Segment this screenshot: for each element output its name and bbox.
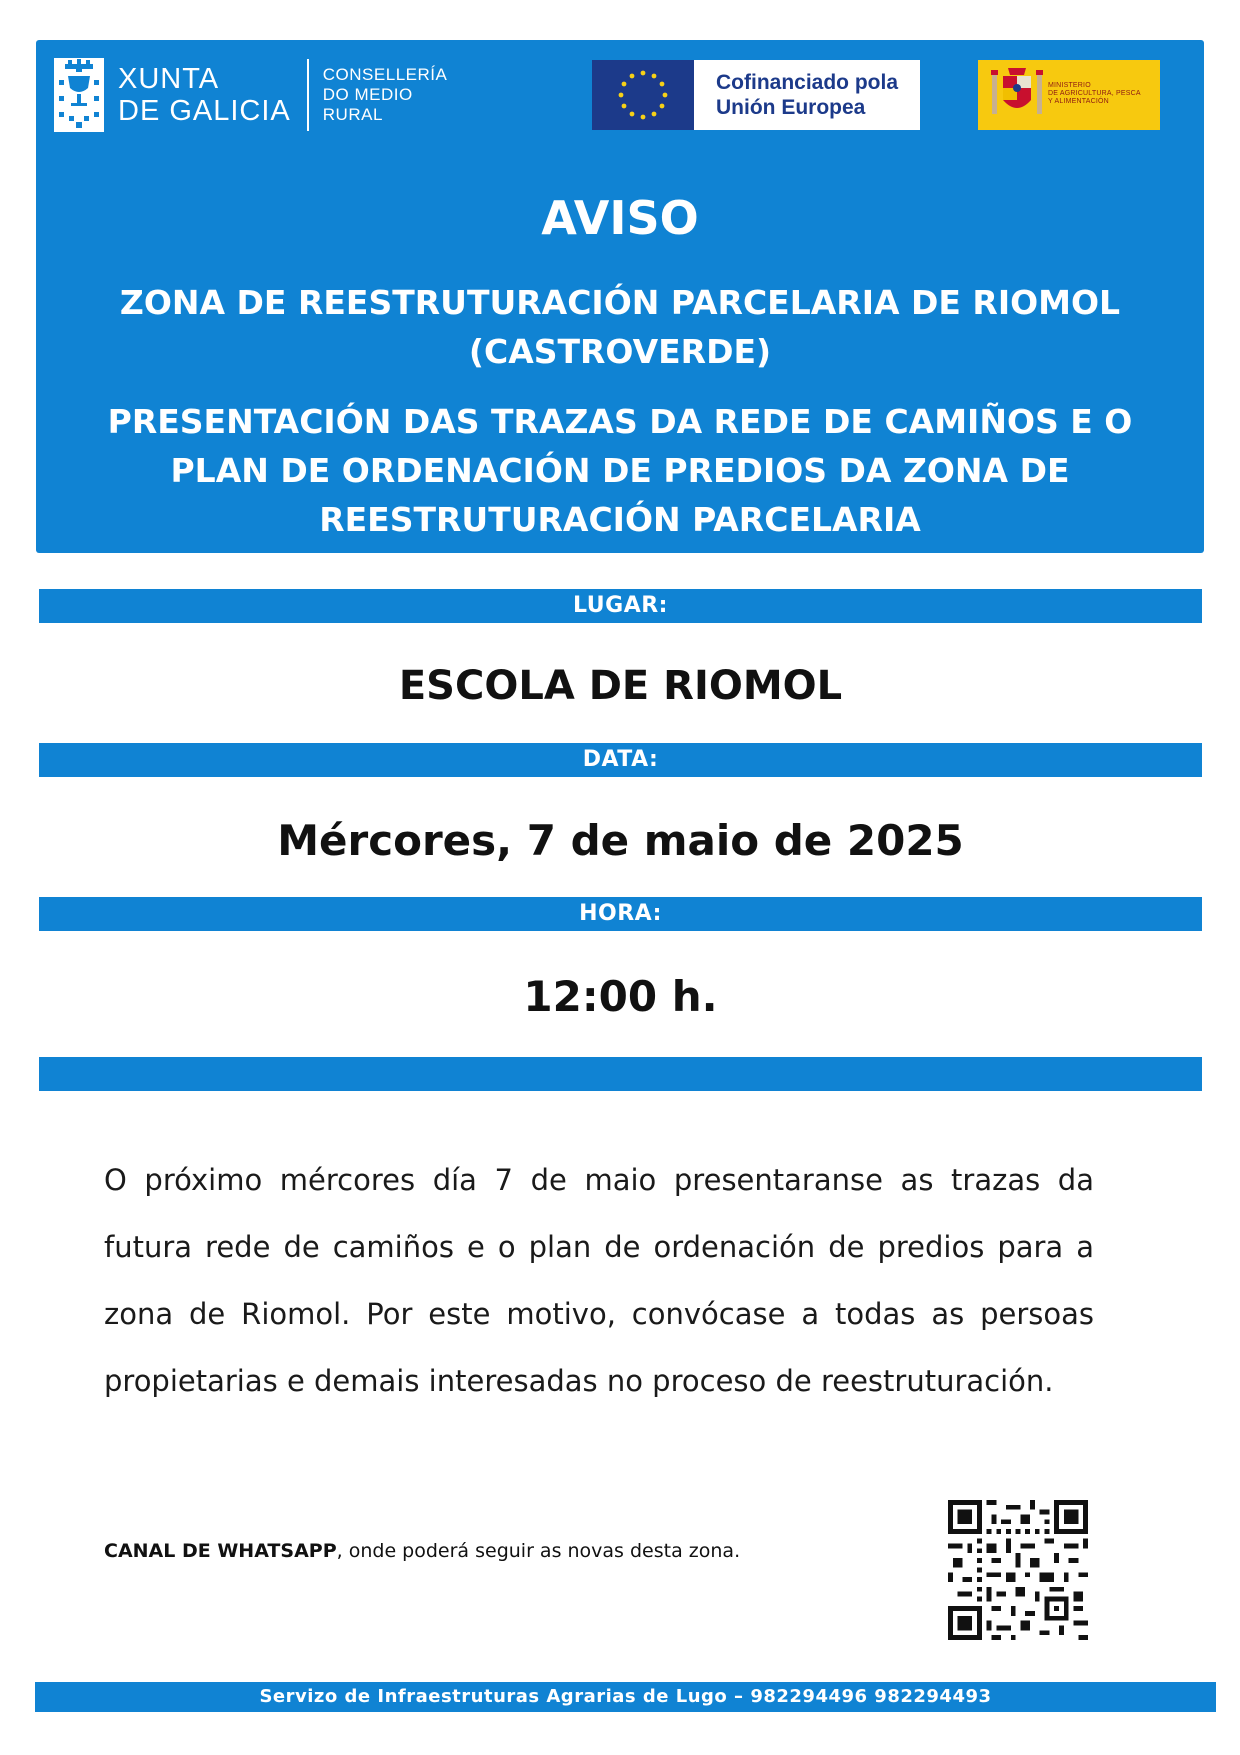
- logo-strip: [36, 40, 1204, 150]
- eu-cofinance-text: [716, 70, 898, 120]
- data-value: Mércores, 7 de maio de 2025: [277, 816, 964, 865]
- hora-value: 12:00 h.: [523, 972, 718, 1021]
- ministerio-text: [1048, 82, 1141, 106]
- eu-line: Unión Europea: [716, 96, 866, 119]
- conselleria-name: [323, 65, 448, 125]
- divider-bar: [39, 1057, 1202, 1091]
- ministerio-logo: [978, 60, 1160, 130]
- eu-flag-icon: [592, 60, 694, 130]
- footer-bar: Servizo de Infraestruturas Agrarias de Lugo – 982294496 982294493: [35, 1682, 1216, 1712]
- presentacion-heading-line: PLAN DE ORDENACIÓN DE PREDIOS DA ZONA DE: [170, 451, 1070, 490]
- xunta-wordmark: [118, 63, 291, 127]
- header-banner: [36, 40, 1204, 553]
- ministerio-line: Y ALIMENTACIÓN: [1048, 98, 1109, 105]
- page-title: AVISO: [541, 191, 699, 245]
- conselleria-line: CONSELLERÍA: [322, 65, 448, 84]
- eu-cofinance-logo: [592, 60, 920, 130]
- lugar-value: ESCOLA DE RIOMOL: [398, 663, 843, 709]
- conselleria-line: RURAL: [322, 105, 383, 124]
- zona-heading: [36, 278, 1204, 376]
- whatsapp-channel-label: CANAL DE WHATSAPP: [104, 1540, 337, 1562]
- whatsapp-note-text: , onde poderá seguir as novas desta zona.: [336, 1540, 741, 1562]
- presentacion-heading-line: PRESENTACIÓN DAS TRAZAS DA REDE DE CAMIÑOS E O: [107, 402, 1133, 441]
- notice-body-text: O próximo mércores día 7 de maio presentaranse as trazas da futura rede de camiños e o plan de ordenación de predios para a zona de Riomol. Por este motivo, convócase a todas as persoas propietarias e demais interesadas no proceso de reestruturación.: [104, 1163, 1094, 1398]
- data-label-bar: DATA:: [39, 743, 1202, 777]
- spain-coat-of-arms-icon: [990, 66, 1044, 124]
- ministerio-line: DE AGRICULTURA, PESCA: [1048, 90, 1141, 97]
- qr-code-icon[interactable]: [948, 1500, 1088, 1640]
- zona-heading-line: (CASTROVERDE): [468, 332, 772, 371]
- logo-divider: [307, 59, 309, 131]
- xunta-logo: [54, 58, 447, 132]
- xunta-line: XUNTA: [118, 63, 220, 95]
- conselleria-line: DO MEDIO: [322, 85, 413, 104]
- whatsapp-note: [104, 1540, 740, 1562]
- presentacion-heading-line: REESTRUTURACIÓN PARCELARIA: [319, 500, 921, 539]
- hora-label-bar: HORA:: [39, 897, 1202, 931]
- presentacion-heading: [36, 397, 1204, 544]
- eu-line: Cofinanciado pola: [716, 71, 899, 94]
- lugar-label-bar: LUGAR:: [39, 589, 1202, 623]
- ministerio-line: MINISTERIO: [1048, 82, 1091, 89]
- zona-heading-line: ZONA DE REESTRUTURACIÓN PARCELARIA DE RIOMOL: [119, 283, 1121, 322]
- xunta-line: DE GALICIA: [118, 95, 291, 127]
- xunta-shield-icon: [54, 58, 104, 132]
